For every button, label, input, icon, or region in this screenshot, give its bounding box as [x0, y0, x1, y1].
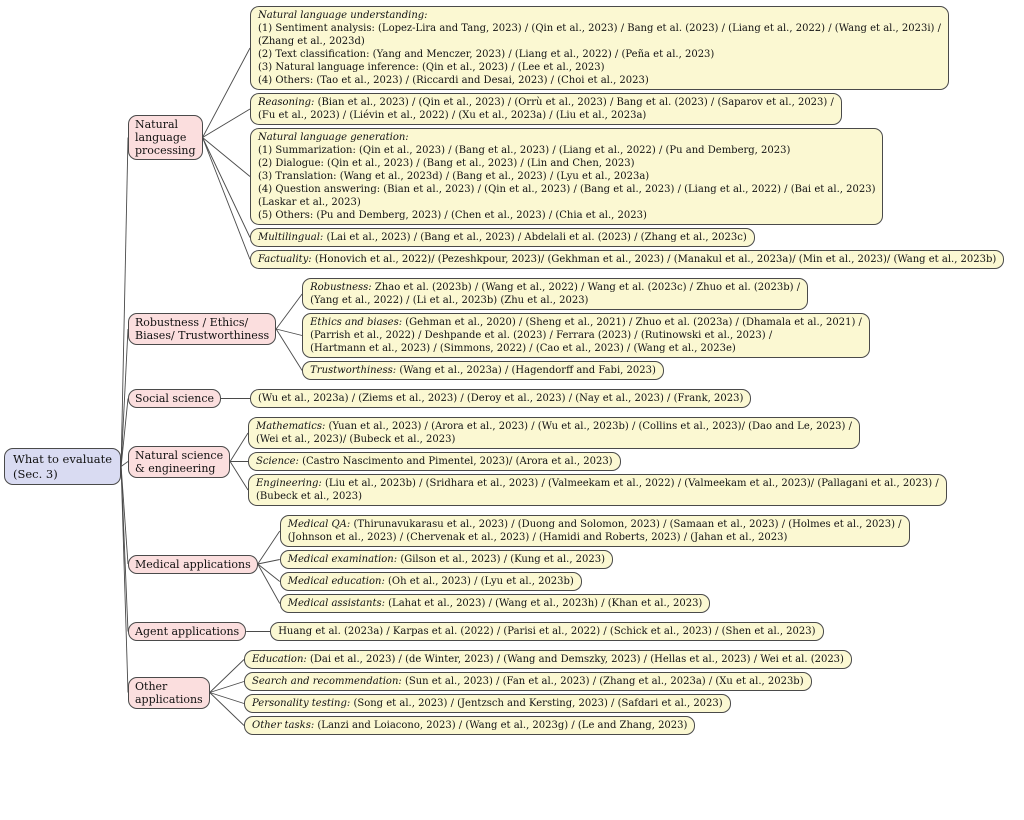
leaf-line: (3) Translation: (Wang et al., 2023d) / (Bang et al., 2023) / (Lyu et al., 2023a)	[258, 171, 650, 182]
leaf-title: Natural language understanding:	[258, 10, 428, 21]
leaf-line: (Wu et al., 2023a) / (Ziems et al., 2023) / (Deroy et al., 2023) / (Nay et al., 2023) / (Frank, 2023)	[258, 393, 744, 404]
leaf-line: (5) Others: (Pu and Demberg, 2023) / (Chen et al., 2023) / (Chia et al., 2023)	[258, 210, 647, 221]
leaf-line: (Lahat et al., 2023) / (Wang et al., 2023h) / (Khan et al., 2023)	[388, 598, 703, 609]
leaf-title: Factuality:	[258, 254, 312, 265]
branch	[128, 647, 1024, 738]
category-label-line: Social science	[135, 392, 214, 405]
branch	[128, 619, 1024, 644]
category-label-line: processing	[135, 144, 196, 157]
leaf-line: (Laskar et al., 2023)	[258, 197, 361, 208]
branch	[128, 275, 1024, 383]
leaf-title: Education:	[252, 654, 307, 665]
leaf-title: Natural language generation:	[258, 132, 409, 143]
leaf-group	[302, 275, 870, 383]
leaf-title: Multilingual:	[258, 232, 324, 243]
leaf-medical-education	[280, 572, 582, 591]
leaf-line: (Zhang et al., 2023d)	[258, 36, 365, 47]
category-label-line: language	[135, 131, 187, 144]
branches	[128, 3, 1024, 741]
leaf-title: Personality testing:	[252, 698, 351, 709]
leaf-line: Huang et al. (2023a) / Karpas et al. (2022) / (Parisi et al., 2022) / (Schick et al., 2023) / (Shen et al., 2023)	[278, 626, 816, 637]
leaf-line: (1) Summarization: (Qin et al., 2023) / (Bang et al., 2023) / (Liang et al., 2022) / (Pu and Demberg, 2023)	[258, 145, 791, 156]
leaf-robustness	[302, 278, 808, 310]
leaf-line: (Liu et al., 2023b) / (Sridhara et al., 2023) / (Valmeekam et al., 2022) / (Valmeekam et al., 2023)/ (Pallagani et al., 2023) /	[325, 478, 939, 489]
category-label-line: applications	[135, 692, 203, 706]
leaf-line: (Oh et al., 2023) / (Lyu et al., 2023b)	[388, 576, 574, 587]
leaf-ethics-and-biases	[302, 313, 870, 358]
leaf-title: Medical examination:	[287, 554, 398, 565]
category-medical-applications	[128, 555, 258, 574]
leaf-title: Medical education:	[287, 576, 385, 587]
leaf-medical-qa	[280, 515, 910, 547]
leaf-line: (2) Dialogue: (Qin et al., 2023) / (Bang et al., 2023) / (Lin and Chen, 2023)	[258, 158, 635, 169]
category-label-line: Agent applications	[135, 625, 240, 638]
category-label-wrap	[128, 446, 240, 478]
category-other-applications	[128, 677, 210, 709]
leaf-personality-testing	[244, 694, 731, 713]
category-label-line: & engineering	[135, 461, 216, 475]
leaf-title: Reasoning:	[258, 97, 315, 108]
leaf-group	[270, 619, 823, 644]
leaf-line: (4) Question answering: (Bian et al., 2023) / (Qin et al., 2023) / (Bang et al., 2023) / (Liang et al., 2022) / (Bai et al., 2023)	[258, 184, 876, 195]
leaf-group	[250, 386, 751, 411]
leaf-line: (Song et al., 2023) / (Jentzsch and Kersting, 2023) / (Safdari et al., 2023)	[353, 698, 723, 709]
leaf-trustworthiness	[302, 361, 664, 380]
leaf-factuality	[250, 250, 1004, 269]
leaf-line: (Gehman et al., 2020) / (Sheng et al., 2021) / Zhuo et al. (2023a) / (Dhamala et al., 2021) /	[405, 317, 862, 328]
leaf-line: (Wei et al., 2023)/ (Bubeck et al., 2023)	[256, 434, 456, 445]
leaf-line: (Hartmann et al., 2023) / (Simmons, 2022) / (Cao et al., 2023) / (Wang et al., 2023e)	[310, 343, 736, 354]
leaf-line: Zhao et al. (2023b) / (Wang et al., 2022) / Wang et al. (2023c) / Zhuo et al. (2023b) /	[374, 282, 801, 293]
leaf-title: Mathematics:	[256, 421, 326, 432]
leaf-group	[244, 647, 852, 738]
leaf-title: Medical assistants:	[287, 598, 385, 609]
root-node	[4, 448, 121, 485]
leaf-engineering	[248, 474, 947, 506]
category-agent-applications	[128, 622, 246, 641]
leaf-group	[248, 414, 947, 509]
leaf-medical-examination	[280, 550, 613, 569]
category-social-science	[128, 389, 221, 408]
leaf-line: (1) Sentiment analysis: (Lopez-Lira and Tang, 2023) / (Qin et al., 2023) / Bang et al. (2023) / (Liang et al., 2022) / (Wang et al., 2023i) /	[258, 23, 941, 34]
category-label-line: Robustness / Ethics/	[135, 316, 249, 329]
category-natural-language-processing	[128, 115, 203, 160]
leaf-group	[250, 3, 1004, 272]
leaf-line: (Yuan et al., 2023) / (Arora et al., 2023) / (Wu et al., 2023b) / (Collins et al., 2023)/ (Dao and Le, 2023) /	[328, 421, 852, 432]
category-label-wrap	[128, 555, 258, 574]
branch	[128, 3, 1024, 272]
leaf-line: (Fu et al., 2023) / (Liévin et al., 2022) / (Xu et al., 2023a) / (Liu et al., 2023a)	[258, 110, 647, 121]
category-label-line: Biases/ Trustworthiness	[135, 329, 270, 342]
category-robustness-ethics-biases-trustworthiness	[128, 313, 276, 345]
leaf-other-tasks	[244, 716, 695, 735]
leaf-line: (Lanzi and Loiacono, 2023) / (Wang et al., 2023g) / (Le and Zhang, 2023)	[317, 720, 688, 731]
category-label-line: Medical applications	[135, 557, 251, 571]
leaf-search-and-recommendation	[244, 672, 812, 691]
root-label-line2: (Sec. 3)	[13, 466, 58, 481]
leaf-line: (Parrish et al., 2022) / Deshpande et al. (2023) / Ferrara (2023) / (Rutinowski et al., 2023) /	[310, 330, 773, 341]
leaf-title: Other tasks:	[252, 720, 315, 731]
leaf-multilingual	[250, 228, 755, 247]
leaf-line: (3) Natural language inference: (Qin et al., 2023) / (Lee et al., 2023)	[258, 62, 605, 73]
leaf-title: Ethics and biases:	[310, 317, 403, 328]
leaf-natural-language-understanding	[250, 6, 949, 90]
leaf-title: Science:	[256, 456, 299, 467]
leaf-line: (Honovich et al., 2022)/ (Pezeshkpour, 2023)/ (Gekhman et al., 2023) / (Manakul et al., 2023a)/ (Min et al., 2023)/ (Wang et al., 2023b)	[314, 254, 997, 265]
category-label-wrap	[128, 389, 240, 408]
root-label-line1: What to evaluate	[13, 452, 113, 466]
category-label-line: Natural	[135, 118, 179, 131]
branch	[128, 512, 1024, 616]
leaf-medical-assistants	[280, 594, 711, 613]
leaf-mathematics	[248, 417, 860, 449]
leaf-title: Trustworthiness:	[310, 365, 397, 376]
leaf-science	[248, 452, 621, 471]
leaf-line: (Bian et al., 2023) / (Qin et al., 2023) / (Orrù et al., 2023) / Bang et al. (2023) / (Saparov et al., 2023) /	[317, 97, 834, 108]
leaf-line: (Bubeck et al., 2023)	[256, 491, 363, 502]
category-label-wrap	[128, 622, 246, 641]
leaf-group	[280, 512, 910, 616]
leaf-line: (Yang et al., 2022) / (Li et al., 2023b) (Zhu et al., 2023)	[310, 295, 589, 306]
leaf-title: Medical QA:	[287, 519, 351, 530]
category-label-wrap	[128, 677, 240, 709]
leaf-line: (Sun et al., 2023) / (Fan et al., 2023) / (Zhang et al., 2023a) / (Xu et al., 2023b)	[404, 676, 804, 687]
leaf-education	[244, 650, 852, 669]
leaf-line: (4) Others: (Tao et al., 2023) / (Riccardi and Desai, 2023) / (Choi et al., 2023)	[258, 75, 649, 86]
leaf-line: (Lai et al., 2023) / (Bang et al., 2023) / Abdelali et al. (2023) / (Zhang et al., 2023c)	[326, 232, 747, 243]
leaf-line: (Castro Nascimento and Pimentel, 2023)/ (Arora et al., 2023)	[302, 456, 613, 467]
leaf-line: (Thirunavukarasu et al., 2023) / (Duong and Solomon, 2023) / (Samaan et al., 2023) / (Holmes et al., 2023) /	[353, 519, 902, 530]
leaf-social-science-citations	[250, 389, 751, 408]
category-label-line: Natural science	[135, 448, 224, 462]
leaf-line: (Gilson et al., 2023) / (Kung et al., 2023)	[400, 554, 606, 565]
leaf-title: Robustness:	[310, 282, 372, 293]
category-label-wrap	[128, 313, 276, 345]
leaf-line: (Dai et al., 2023) / (de Winter, 2023) / (Wang and Demszky, 2023) / (Hellas et al., 2023) / Wei et al. (2023)	[309, 654, 844, 665]
leaf-title: Engineering:	[256, 478, 322, 489]
category-natural-science-engineering	[128, 446, 230, 478]
category-label-line: Other	[135, 679, 168, 693]
leaf-line: (2) Text classification: (Yang and Menczer, 2023) / (Liang et al., 2022) / (Peña et al., 2023)	[258, 49, 715, 60]
leaf-natural-language-generation	[250, 128, 883, 225]
leaf-line: (Johnson et al., 2023) / (Chervenak et al., 2023) / (Hamidi and Roberts, 2023) / (Jahan et al., 2023)	[287, 532, 788, 543]
leaf-line: (Wang et al., 2023a) / (Hagendorff and Fabi, 2023)	[399, 365, 656, 376]
leaf-title: Search and recommendation:	[252, 676, 402, 687]
branch	[128, 414, 1024, 509]
leaf-reasoning	[250, 93, 842, 125]
leaf-agent-applications-citations	[270, 622, 823, 641]
category-label-wrap	[128, 115, 240, 160]
branch	[128, 386, 1024, 411]
